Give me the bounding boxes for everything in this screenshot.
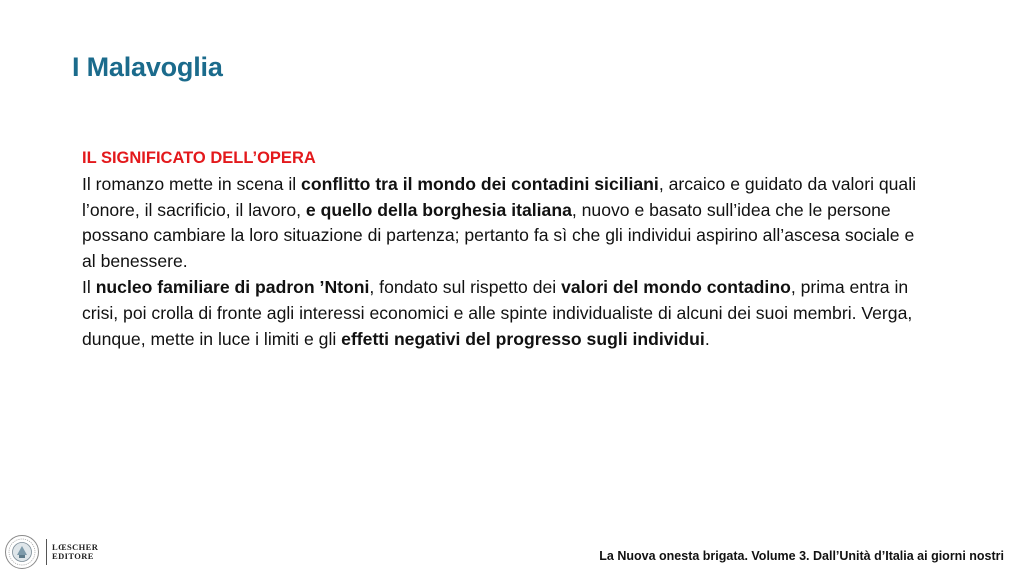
section-heading: IL SIGNIFICATO DELL’OPERA: [82, 149, 316, 167]
paragraph-1-run-1: conflitto tra il mondo dei contadini siciliani: [301, 173, 659, 194]
paragraph-1-run-0: Il romanzo mette in scena il: [82, 173, 302, 194]
paragraph-2: [82, 275, 922, 352]
publisher-name: [52, 543, 98, 561]
paragraph-2-run-0: Il: [82, 276, 96, 297]
publisher-seal-icon: [4, 534, 40, 570]
paragraph-2-run-1: nucleo familiare di padron ’Ntoni: [95, 276, 370, 297]
paragraph-2-run-6: .: [704, 328, 710, 349]
paragraph-2-run-2: , fondato sul rispetto dei: [369, 276, 562, 297]
paragraph-1-run-2: , arcaico e guidato da valori quali l’onore, il sacrificio, il lavoro,: [82, 173, 917, 220]
paragraph-1-run-3: e quello della borghesia italiana: [305, 199, 572, 220]
paragraph-1: [82, 172, 922, 275]
paragraph-2-run-4: , prima entra in crisi, poi crolla di fronte agli interessi economici e alle spinte individualiste di alcuni dei suoi membri. Verga, dunque, mette in luce i limiti e gli: [82, 276, 913, 349]
paragraph-2-run-3: valori del mondo contadino: [561, 276, 791, 297]
publisher-name-line2: EDITORE: [52, 551, 94, 561]
slide-title: I Malavoglia: [72, 52, 223, 82]
footer-caption: La Nuova onesta brigata. Volume 3. Dall’Unità d’Italia ai giorni nostri: [599, 549, 1004, 563]
paragraph-2-run-5: effetti negativi del progresso sugli individui: [341, 328, 705, 349]
paragraph-1-run-4: , nuovo e basato sull’idea che le persone possano cambiare la loro situazione di partenza; pertanto fa sì che gli individui aspirino all’ascesa sociale e al benessere.: [82, 199, 915, 272]
publisher-name-line1: LŒSCHER: [52, 542, 99, 552]
section-content: [82, 146, 922, 352]
logo-divider: [46, 539, 47, 565]
publisher-logo: [4, 532, 98, 572]
